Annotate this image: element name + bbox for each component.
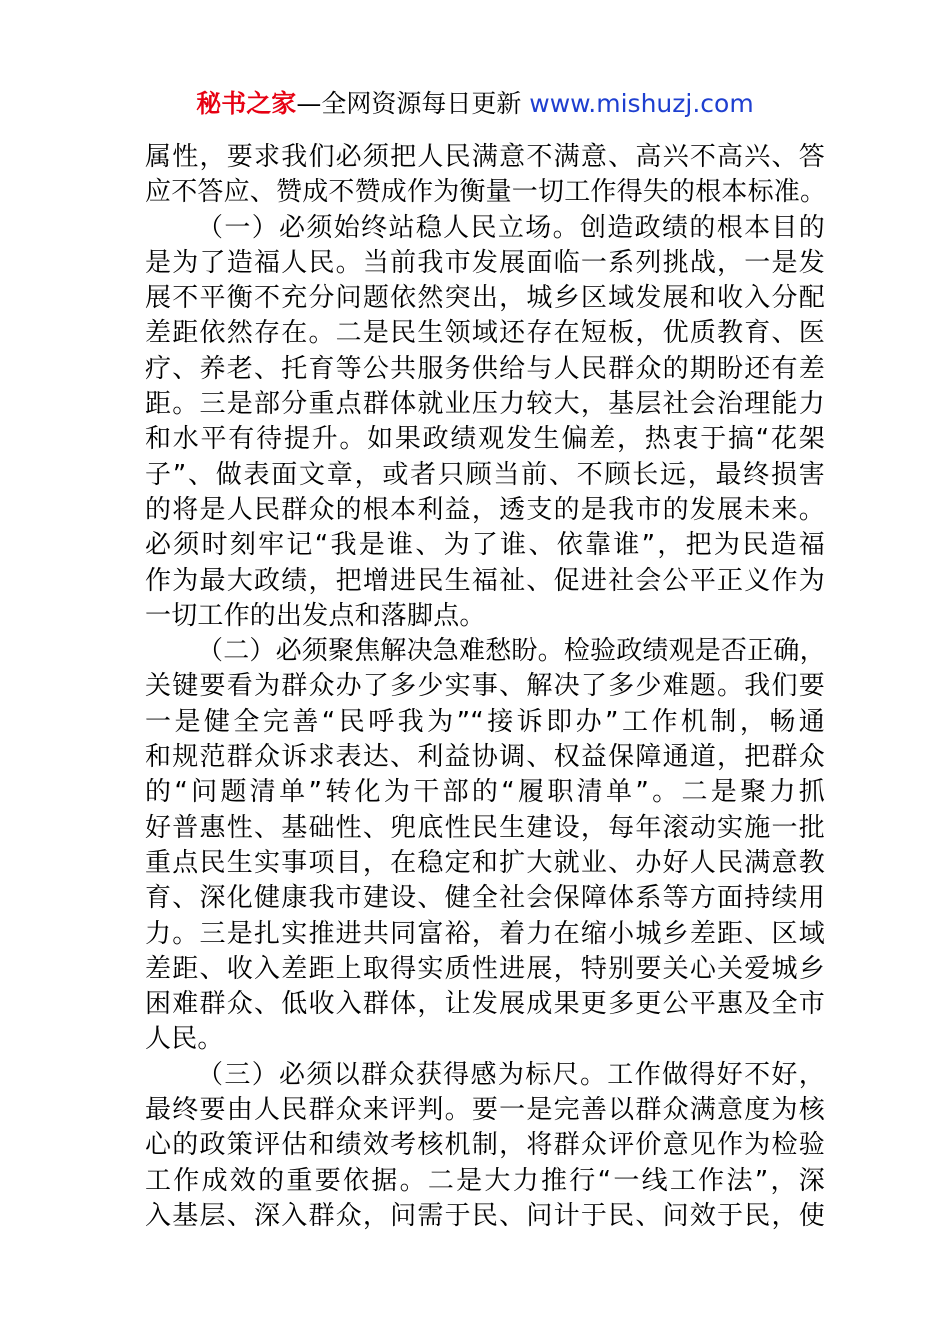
document-body: [145, 140, 825, 1234]
text-line: 子”、做表面文章，或者只顾当前、不顾长远，最终损害: [145, 459, 825, 490]
text-line: 好普惠性、基础性、兜底性民生建设，每年滚动实施一批: [145, 812, 825, 843]
text-line: 作为最大政绩，把增进民生福祉、促进社会公平正义作为: [145, 565, 825, 596]
text-line: 属性，要求我们必须把人民满意不满意、高兴不高兴、答: [145, 142, 825, 172]
paragraph-first-line: （三）必须以群众获得感为标尺。工作做得好不好，: [197, 1059, 825, 1090]
text-line: 重点民生实事项目，在稳定和扩大就业、办好人民满意教: [145, 847, 825, 878]
text-line: 应不答应、赞成不赞成作为衡量一切工作得失的根本标准。: [145, 177, 827, 208]
text-line: 的“问题清单”转化为干部的“履职清单”。二是聚力抓: [145, 777, 825, 808]
text-line: 疗、养老、托育等公共服务供给与人民群众的期盼还有差: [145, 353, 825, 384]
site-brand: 秘书之家: [196, 89, 297, 118]
text-line: 展不平衡不充分问题依然突出，城乡区域发展和收入分配: [145, 283, 825, 314]
text-line: 差距依然存在。二是民生领域还存在短板，优质教育、医: [145, 318, 825, 349]
text-line: 育、深化健康我市建设、健全社会保障体系等方面持续用: [145, 883, 825, 914]
text-line: 人民。: [145, 1024, 224, 1055]
text-line: 的将是人民群众的根本利益，透支的是我市的发展未来。: [145, 494, 825, 525]
text-line: 关键要看为群众办了多少实事、解决了多少难题。我们要: [145, 671, 825, 702]
paragraph-first-line: （二）必须聚焦解决急难愁盼。检验政绩观是否正确，: [197, 636, 826, 667]
text-line: 入基层、深入群众，问需于民、问计于民、问效于民，使: [145, 1200, 825, 1231]
text-line: 力。三是扎实推进共同富裕，着力在缩小城乡差距、区域: [145, 918, 825, 949]
text-line: 距。三是部分重点群体就业压力较大，基层社会治理能力: [145, 389, 825, 420]
text-line: 工作成效的重要依据。二是大力推行“一线工作法”，深: [145, 1165, 825, 1196]
text-line: 差距、收入差距上取得实质性进展，特别要关心关爱城乡: [145, 953, 825, 984]
text-line: 和水平有待提升。如果政绩观发生偏差，热衷于搞“花架: [145, 424, 825, 455]
text-line: 和规范群众诉求表达、利益协调、权益保障通道，把群众: [145, 742, 825, 773]
text-line: 心的政策评估和绩效考核机制，将群众评价意见作为检验: [145, 1130, 825, 1161]
text-line: 必须时刻牢记“我是谁、为了谁、依靠谁”，把为民造福: [145, 530, 825, 561]
site-slogan: —全网资源每日更新: [296, 89, 530, 118]
text-line: 是为了造福人民。当前我市发展面临一系列挑战，一是发: [145, 247, 825, 278]
site-banner: [0, 86, 950, 122]
text-line: 一是健全完善“民呼我为”“接诉即办”工作机制，畅通: [145, 706, 825, 737]
text-line: 困难群众、低收入群体，让发展成果更多更公平惠及全市: [145, 989, 825, 1020]
paragraph-first-line: （一）必须始终站稳人民立场。创造政绩的根本目的: [197, 212, 825, 243]
text-line: 最终要由人民群众来评判。要一是完善以群众满意度为核: [145, 1095, 825, 1126]
site-url-link[interactable]: www.mishuzj.com: [529, 89, 754, 118]
text-line: 一切工作的出发点和落脚点。: [145, 600, 486, 631]
